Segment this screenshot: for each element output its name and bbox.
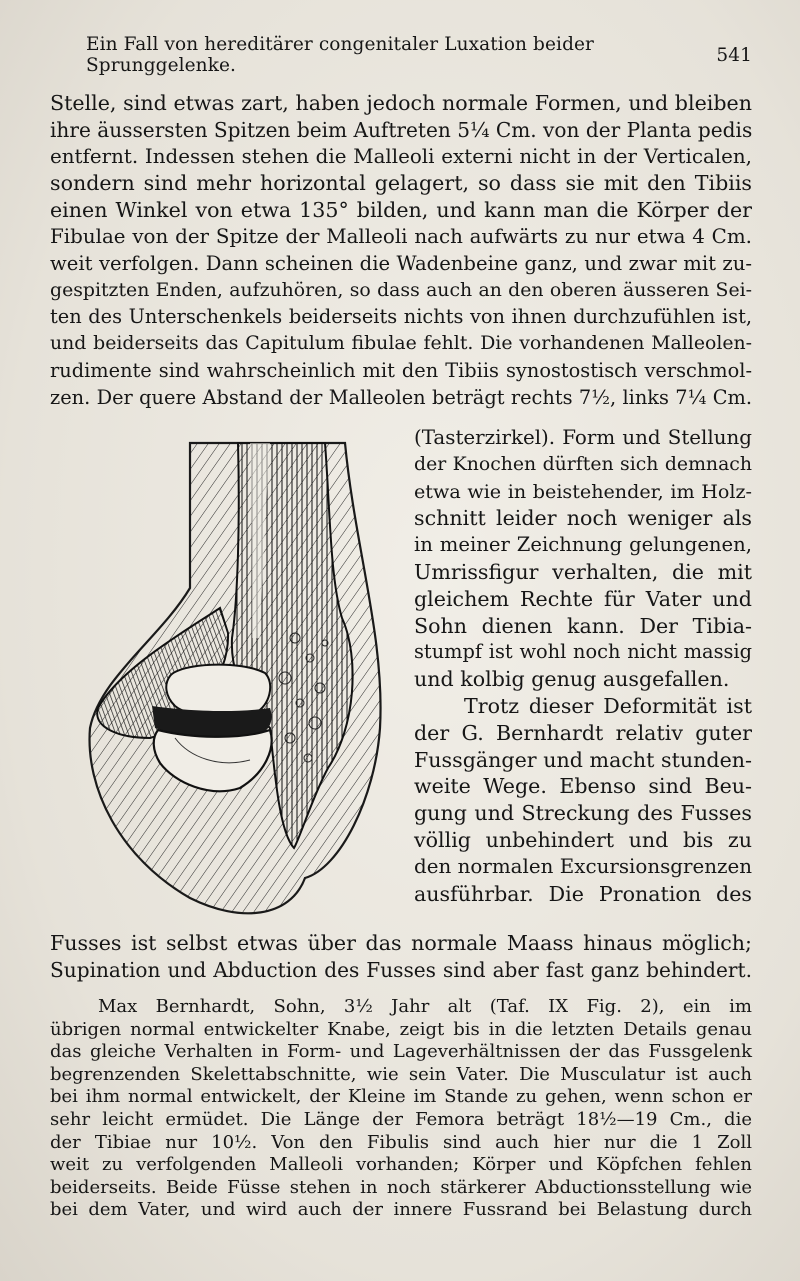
text-line: ausführbar. Die Pronation des [414, 881, 752, 906]
woodcut-figure-ankle [80, 438, 390, 928]
paragraph-2 [50, 996, 752, 1222]
text-line: weite Wege. Ebenso sind Beu- [414, 774, 752, 799]
text-line: Fussgänger und macht stunden- [414, 747, 752, 772]
text-line: Umrissfigur verhalten, die mit [414, 559, 752, 584]
text-line: (Tasterzirkel). Form und Stellung [414, 426, 752, 449]
text-line: einen Winkel von etwa 135° bilden, und kann man die Körper der [50, 198, 752, 223]
text-line: gleichem Rechte für Vater und [414, 586, 752, 611]
text-line: Supination und Abduction des Fusses sind aber fast ganz behindert. [50, 957, 752, 982]
page-number: 541 [716, 44, 752, 66]
text-line: sehr leicht ermüdet. Die Länge der Femora beträgt 18½—19 Cm., die [50, 1108, 752, 1130]
text-line: das gleiche Verhalten in Form- und Lageverhältnissen der das Fussgelenk [50, 1041, 752, 1063]
text-line: Trotz dieser Deformität ist [464, 693, 752, 718]
text-line: stumpf ist wohl noch nicht massig [414, 640, 752, 664]
text-line: weit verfolgen. Dann scheinen die Wadenbeine ganz, und zwar mit zu- [50, 251, 752, 275]
text-line: der G. Bernhardt relativ guter [414, 720, 752, 745]
text-line: in meiner Zeichnung gelungenen, [414, 533, 752, 557]
talus-upper [166, 665, 270, 717]
text-line: sondern sind mehr horizontal gelagert, so dass sie mit den Tibiis [50, 171, 752, 196]
text-line: begrenzenden Skelettabschnitte, wie sein Vater. Die Musculatur ist auch [50, 1063, 752, 1085]
text-line: etwa wie in beistehender, im Holz- [414, 479, 752, 503]
text-line: Fibulae von der Spitze der Malleoli nach aufwärts zu nur etwa 4 Cm. [50, 224, 752, 248]
text-line: übrigen normal entwickelter Knabe, zeigt bis in die letzten Details genau [50, 1018, 752, 1040]
text-line: und beiderseits das Capitulum fibulae fehlt. Die vorhandenen Malleolen- [50, 333, 752, 355]
text-line: völlig unbehindert und bis zu [414, 827, 752, 852]
running-head [86, 34, 752, 76]
text-line: Fusses ist selbst etwas über das normale Maass hinaus möglich; [50, 931, 752, 955]
text-line: gung und Streckung des Fusses [414, 801, 752, 826]
text-line: ihre äussersten Spitzen beim Auftreten 5¼ Cm. von der Planta pedis [50, 117, 753, 142]
text-line: bei ihm normal entwickelt, der Kleine im Stande zu gehen, wenn schon er [50, 1086, 752, 1108]
text-line: entfernt. Indessen stehen die Malleoli externi nicht in der Verticalen, [50, 144, 752, 168]
text-line: gespitzten Enden, aufzuhören, so dass auch an den oberen äusseren Sei- [50, 279, 752, 301]
text-column-right [414, 425, 752, 907]
text-line: den normalen Excursionsgrenzen [414, 854, 752, 878]
text-line: zen. Der quere Abstand der Malleolen beträgt rechts 7½, links 7¼ Cm. [50, 385, 752, 409]
paragraph-1 [50, 90, 752, 412]
text-line: Max Bernhardt, Sohn, 3½ Jahr alt (Taf. IX Fig. 2), ein im [98, 996, 752, 1017]
text-line: Stelle, sind etwas zart, haben jedoch normale Formen, und bleiben [50, 91, 752, 115]
text-line: schnitt leider noch weniger als [414, 506, 752, 531]
text-line: rudimente sind wahrscheinlich mit den Tibiis synostostisch verschmol- [50, 358, 752, 382]
text-line: ten des Unterschenkels beiderseits nichts von ihnen durchzufühlen ist, [50, 305, 752, 329]
text-line: Sohn dienen kann. Der Tibia- [414, 613, 752, 638]
paragraph-1-continuation [50, 930, 752, 984]
text-line: und kolbig genug ausgefallen. [414, 667, 730, 692]
text-line: weit zu verfolgenden Malleoli vorhanden; Körper und Köpfchen fehlen [50, 1154, 752, 1176]
text-line: beiderseits. Beide Füsse stehen in noch stärkerer Abductionsstellung wie [50, 1176, 752, 1198]
running-head-title: Ein Fall von hereditärer congenitaler Luxation beider Sprunggelenke. [86, 34, 594, 76]
text-line: bei dem Vater, und wird auch der innere Fussrand bei Belastung durch [50, 1199, 752, 1221]
text-line: der Tibiae nur 10½. Von den Fibulis sind auch hier nur die 1 Zoll [50, 1131, 752, 1153]
text-line: der Knochen dürften sich demnach [414, 453, 752, 475]
